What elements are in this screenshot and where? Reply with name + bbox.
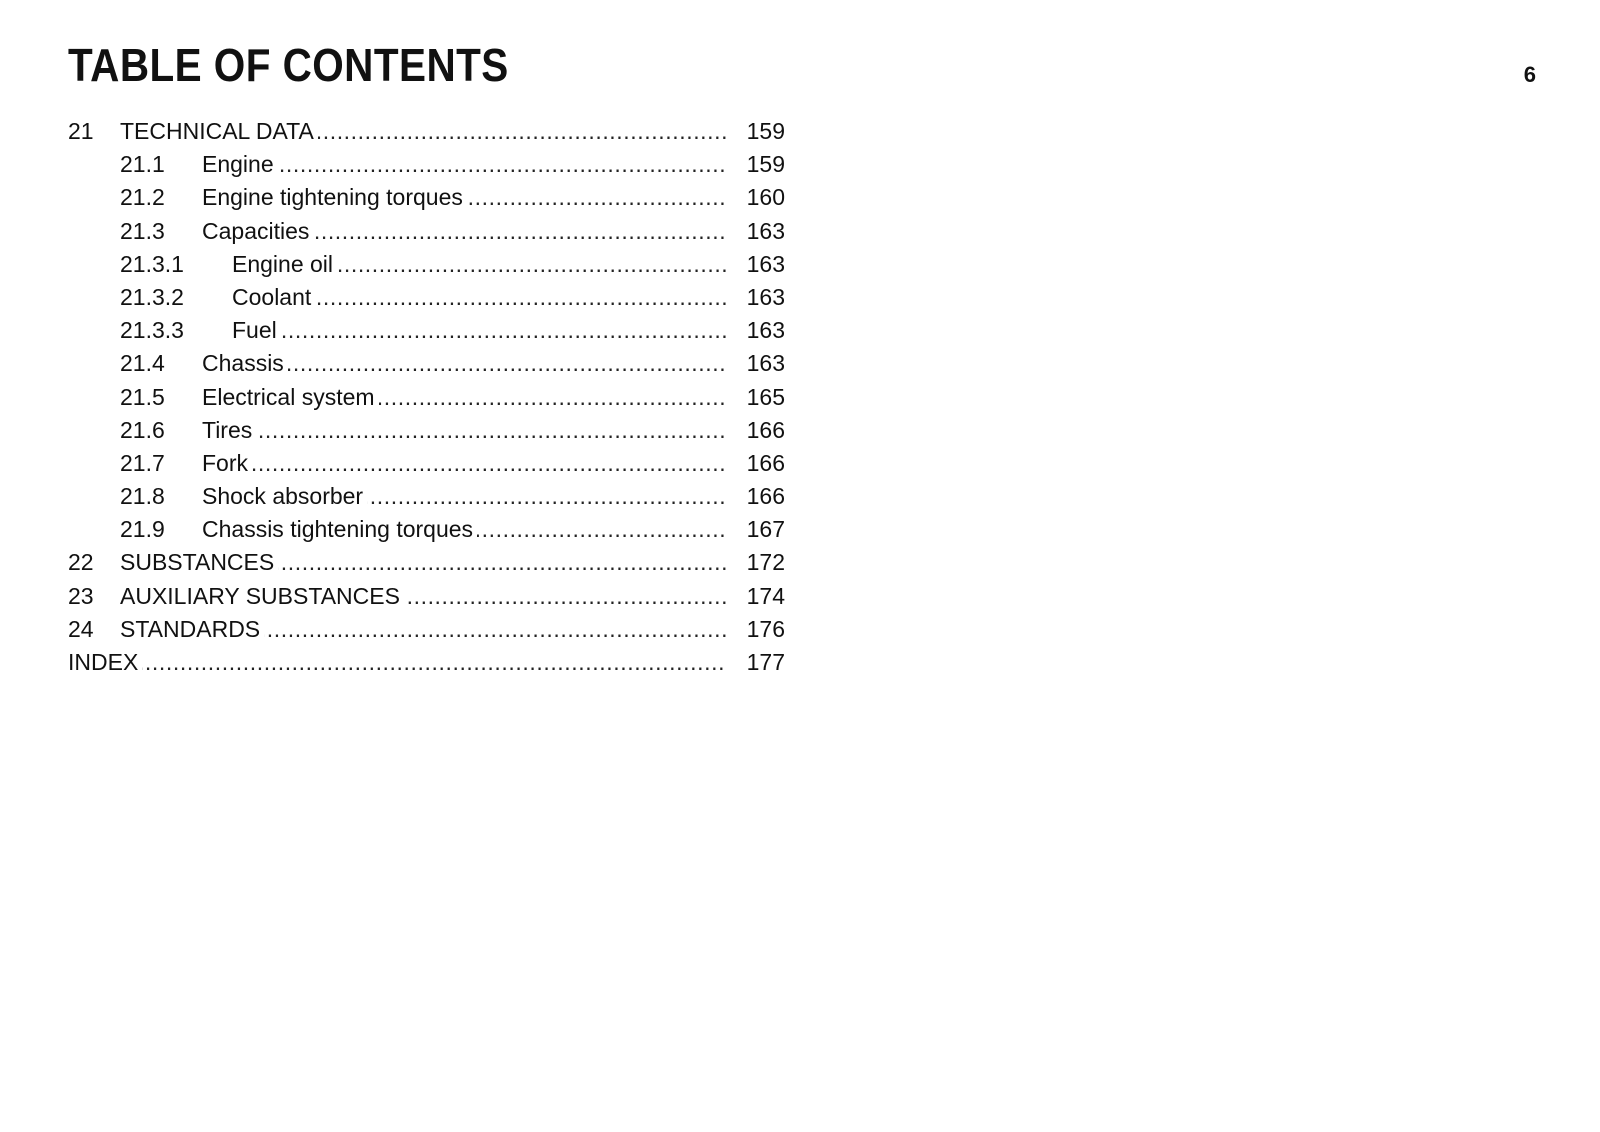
toc-entry-page: 160 — [746, 184, 785, 211]
toc-entry-leader — [202, 480, 727, 513]
toc-entry-label: Tires — [202, 417, 256, 443]
toc-entry-leader — [120, 613, 727, 646]
toc-entry-page: 163 — [746, 350, 785, 377]
toc-entry-page: 163 — [746, 217, 785, 244]
toc-entry[interactable] — [68, 613, 785, 646]
toc-entry-page: 166 — [746, 483, 785, 510]
page-number: 6 — [1523, 62, 1536, 87]
toc-entry-number: 21.3.3 — [120, 317, 184, 344]
toc-entry-page: 163 — [746, 317, 785, 344]
toc-entry-page: 166 — [746, 449, 785, 476]
toc-entry-leader — [120, 115, 727, 148]
toc-entry-leader — [202, 181, 727, 214]
toc-entry-number: 21 — [68, 118, 94, 144]
toc-entry-page: 174 — [746, 582, 785, 609]
toc-entry[interactable] — [68, 215, 785, 248]
toc-entry-number: 23 — [68, 582, 94, 609]
toc-entry[interactable] — [68, 314, 785, 347]
toc-entry[interactable] — [68, 281, 785, 314]
table-of-contents — [68, 115, 785, 679]
toc-entry-number: 21.3 — [120, 217, 165, 244]
toc-entry[interactable] — [68, 580, 785, 613]
toc-entry-number: 21.1 — [120, 151, 165, 178]
toc-entry-leader — [202, 414, 727, 447]
toc-entry-label: AUXILIARY SUBSTANCES — [120, 583, 404, 609]
toc-entry-number: 21.3.1 — [120, 250, 184, 277]
toc-entry-label: Capacities — [202, 218, 313, 244]
toc-entry[interactable] — [68, 148, 785, 181]
toc-entry[interactable] — [68, 513, 785, 546]
toc-entry[interactable] — [68, 181, 785, 214]
toc-entry-page: 172 — [746, 549, 785, 576]
toc-entry[interactable] — [68, 115, 785, 148]
toc-entry-page: 163 — [746, 283, 785, 310]
toc-entry-label: Electrical system — [202, 384, 379, 410]
toc-entry-number: 21.5 — [120, 383, 165, 410]
toc-entry-number: 21.2 — [120, 184, 165, 211]
toc-entry-leader — [232, 281, 727, 314]
toc-entry-label: Coolant — [232, 284, 315, 310]
toc-entry-number: 21.7 — [120, 449, 165, 476]
toc-entry-leader — [202, 381, 727, 414]
toc-entry-leader — [202, 447, 727, 480]
toc-entry[interactable] — [68, 381, 785, 414]
toc-entry[interactable] — [68, 347, 785, 380]
page-title: TABLE OF CONTENTS — [68, 39, 509, 91]
toc-entry-page: 159 — [746, 151, 785, 178]
toc-entry-number: 21.3.2 — [120, 283, 184, 310]
toc-entry-number: 24 — [68, 615, 94, 642]
toc-entry-label: SUBSTANCES — [120, 549, 278, 575]
toc-entry-page: 165 — [746, 383, 785, 410]
toc-entry-label: Chassis — [202, 350, 288, 376]
toc-entry-number: 22 — [68, 549, 94, 576]
toc-entry-page: 177 — [746, 649, 785, 675]
toc-entry-number: 21.6 — [120, 416, 165, 443]
toc-entry[interactable] — [68, 546, 785, 579]
toc-entry-leader — [202, 215, 727, 248]
toc-entry-leader — [202, 148, 727, 181]
toc-entry-leader — [120, 546, 727, 579]
toc-entry-leader — [202, 513, 727, 546]
toc-entry-label: INDEX — [68, 649, 142, 675]
toc-entry-label: Shock absorber — [202, 483, 367, 509]
toc-entry-label: Fork — [202, 450, 252, 476]
toc-entry-leader — [232, 248, 727, 281]
toc-entry-page: 176 — [746, 615, 785, 642]
toc-entry-label: Fuel — [232, 317, 281, 343]
toc-entry[interactable] — [68, 414, 785, 447]
toc-entry-leader — [202, 347, 727, 380]
toc-entry-page: 166 — [746, 416, 785, 443]
toc-entry-label: Engine tightening torques — [202, 184, 467, 210]
toc-entry-leader — [232, 314, 727, 347]
toc-entry-page: 163 — [746, 250, 785, 277]
toc-entry[interactable] — [68, 646, 785, 679]
toc-entry-number: 21.4 — [120, 350, 165, 377]
toc-entry[interactable] — [68, 447, 785, 480]
toc-entry-number: 21.8 — [120, 483, 165, 510]
toc-entry-label: Engine oil — [232, 251, 337, 277]
toc-entry-label: STANDARDS — [120, 616, 264, 642]
toc-entry[interactable] — [68, 480, 785, 513]
toc-entry-page: 159 — [746, 118, 785, 144]
toc-entry-number: 21.9 — [120, 516, 165, 543]
toc-entry[interactable] — [68, 248, 785, 281]
toc-entry-page: 167 — [746, 516, 785, 543]
toc-entry-leader — [120, 580, 727, 613]
toc-entry-label: TECHNICAL DATA — [120, 118, 318, 144]
toc-entry-label: Engine — [202, 151, 278, 177]
toc-entry-leader — [68, 646, 727, 679]
toc-entry-label: Chassis tightening torques — [202, 516, 477, 542]
